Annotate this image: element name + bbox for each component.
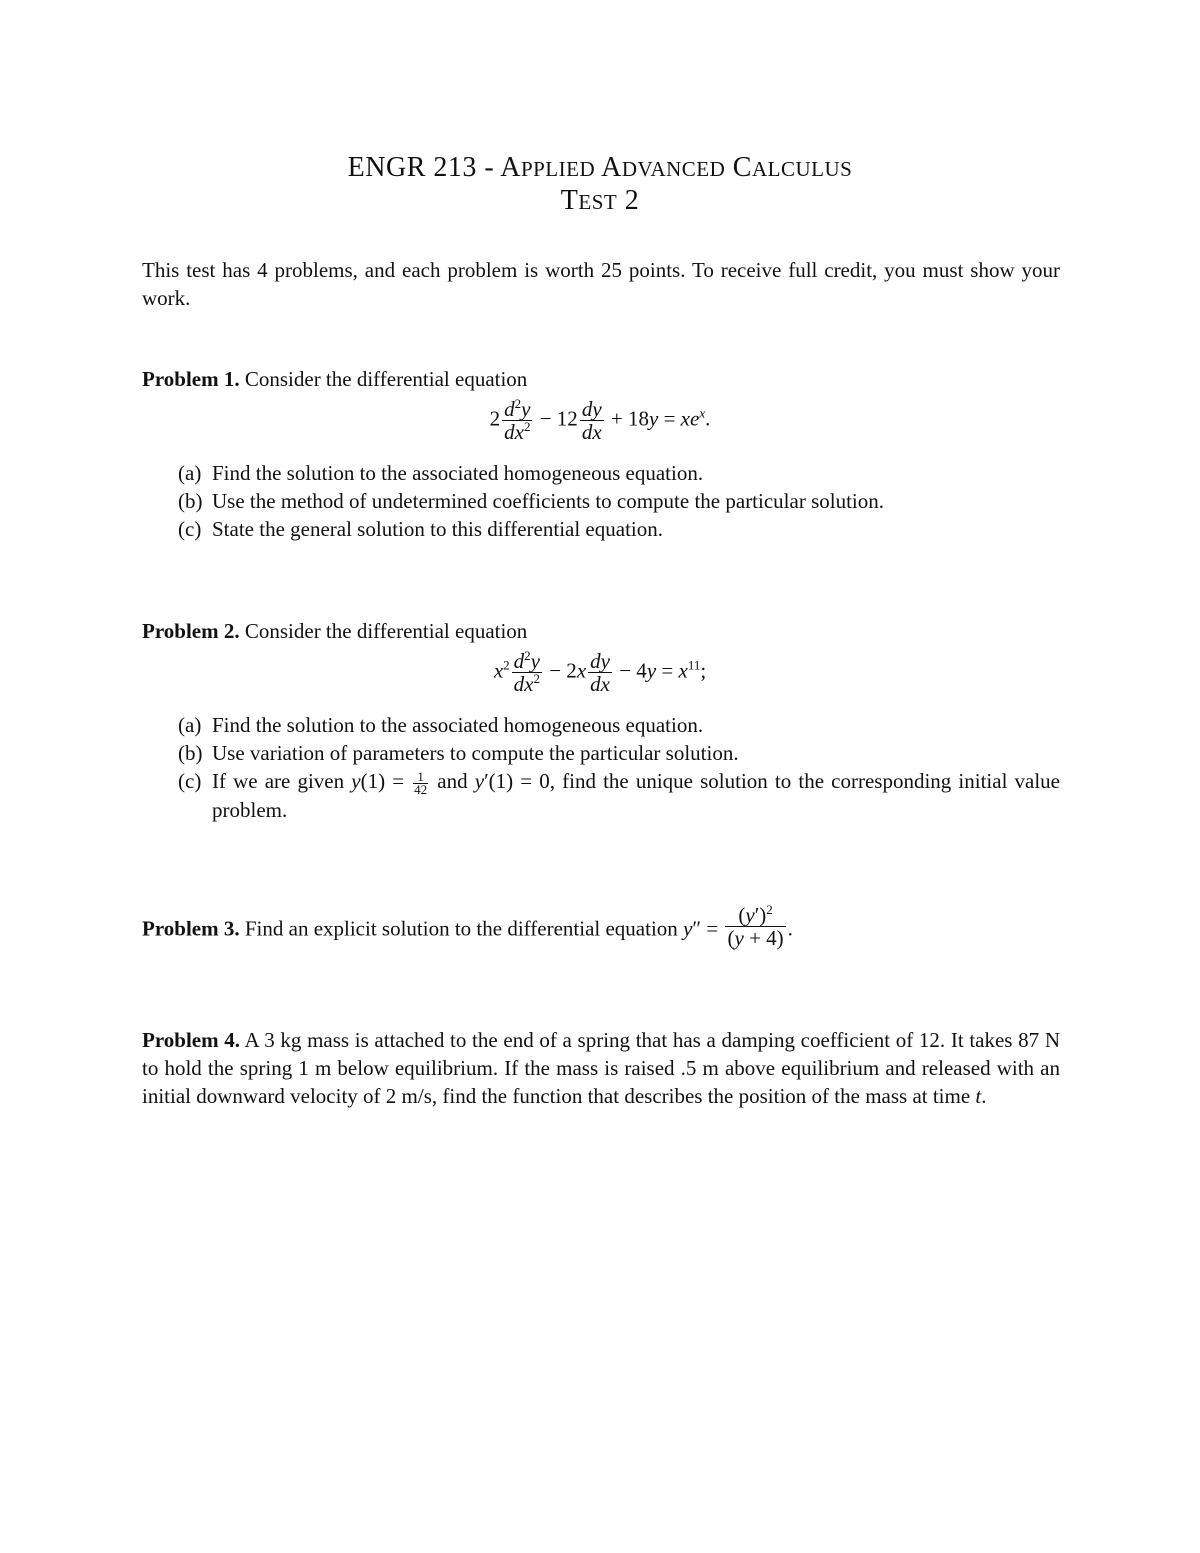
test-initial: T [560,185,579,216]
part-label: (c) [178,517,202,541]
part-text: State the general solution to this differential equation. [212,517,663,541]
part-label: (a) [178,461,202,485]
problem-4-time-var: t [975,1084,982,1108]
problem-2-text: Consider the differential equation [244,619,528,643]
test-word: EST [578,190,618,214]
problem-2-parts [178,711,1060,824]
part-text-before: If we are given [212,769,345,793]
part-text: Use variation of parameters to compute the particular solution. [212,741,739,765]
problem-1-text: Consider the differential equation [244,367,528,391]
problem-2-part-a [178,711,1060,739]
part-text-after: , find the unique solution to the corresponding initial value problem. [212,769,1060,822]
problem-1-part-a [178,459,1060,487]
problem-2-label: Problem 2. [142,619,240,643]
title-dash: - [484,152,495,183]
test-number: 2 [624,185,640,216]
problem-2-equation: $x^2$ $\frac{d^2y}{dx^2}$ − 2x $\frac{dy}{dx}$ − $4y = x^{11}$; [493,648,707,696]
problem-3-statement: Problem 3. Find an explicit solution to the differential equation y″ = $\frac{(y')^2}{(y + 4)}$ . [142,902,793,950]
problem-4-text: A 3 kg mass is attached to the end of a spring that has a damping coefficient of 12. It takes 87 N to hold the spring 1 m below equilibrium. If the mass is raised .5 m above equilibrium and released with an initial downward velocity of 2 m/s, find the function that describes the position of the mass at time [142,1028,1060,1108]
problem-3-text: Find an explicit solution to the differential equation [244,916,678,941]
problem-3-fraction: $\frac{(y')^2}{(y + 4)}$ [727,902,784,950]
problem-1-statement [142,365,1060,393]
part-label: (c) [178,769,202,793]
instructions: This test has 4 problems, and each problem is worth 25 points. To receive full credit, you must show your work. [142,258,1060,310]
problem-3-label: Problem 3. [142,916,240,941]
part-text: Find the solution to the associated homogeneous equation. [212,461,704,485]
document-title [0,152,1200,218]
part-text-mid: and [437,769,468,793]
part-text: Find the solution to the associated homogeneous equation. [212,713,704,737]
problem-1-equation: 2 $\frac{d^2y}{dx^2}$ − 12 $\frac{dy}{dx}$ + $18y = xe^x$. [489,396,711,444]
title-word-applied: PPLIED [520,157,596,181]
problem-4-period: . [981,1084,987,1108]
title-word-calculus: ALCULUS [751,157,853,181]
title-initial-a2: A [601,152,622,183]
title-initial-a1: A [500,152,521,183]
title-initial-c: C [732,152,752,183]
fraction-1-42: $\frac{1}{42}$ [414,768,428,797]
problem-2-statement [142,617,1060,645]
problem-4-label: Problem 4. [142,1028,241,1052]
problem-1-part-b [178,487,1060,515]
part-label: (b) [178,489,203,513]
title-line-2 [0,185,1200,218]
title-line-1 [0,152,1200,185]
problem-2-part-c: (c) If we are given y(1) = $\frac{1}{42}$ and y′(1) = 0, find the unique solution to the corresponding initial value problem. [178,768,1060,822]
problem-1-parts [178,459,1060,543]
problem-4-statement [142,1026,1060,1110]
course-code: ENGR 213 [347,152,477,183]
part-label: (a) [178,713,202,737]
title-word-advanced: DVANCED [621,157,726,181]
problem-1-part-c [178,515,1060,543]
problem-1-label: Problem 1. [142,367,240,391]
problem-2-part-b [178,739,1060,767]
part-label: (b) [178,741,203,765]
part-text: Use the method of undetermined coefficients to compute the particular solution. [212,489,884,513]
